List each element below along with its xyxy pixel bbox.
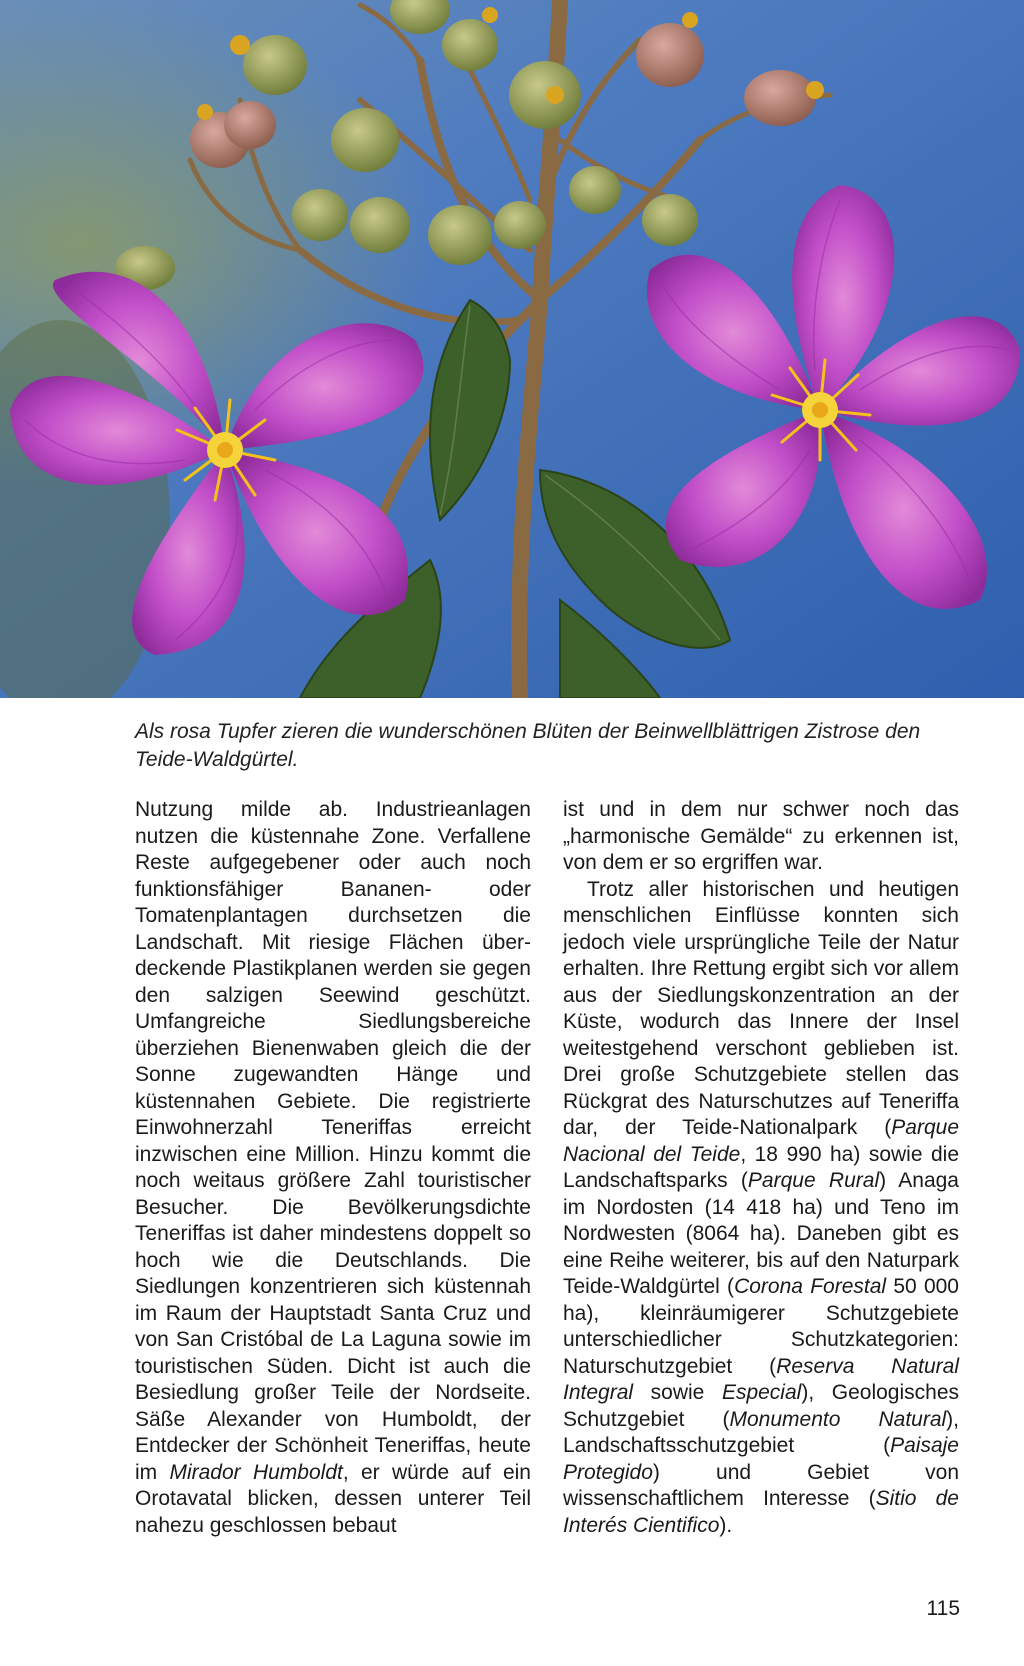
- text-run: , er würde auf ein Orotavatal blicken, dessen unterer Teil nahezu geschlossen bebaut: [135, 1460, 531, 1537]
- text-run: 50 000 ha), kleinräumigerer Schutzgebiete unterschiedlicher Schutzkategorien: Naturschutzgebiet (: [563, 1275, 959, 1378]
- text-column-right: [563, 797, 959, 1539]
- page-number: 115: [926, 1597, 960, 1620]
- text-column-left: [135, 797, 531, 1539]
- paragraph: ist und in dem nur schwer noch das „harmonische Gemälde“ zu erkennen ist, von dem er so ergriffen war.: [563, 798, 959, 874]
- cistus-flower-illustration: [0, 0, 1024, 698]
- text-run: ), Landschaftsschutzgebiet (: [563, 1407, 959, 1457]
- emphasis-corona-forestal: Corona Forestal: [734, 1275, 887, 1298]
- emphasis-parque-nacional: Parque Nacional del Teide: [563, 1116, 959, 1166]
- paragraph: [135, 797, 531, 1539]
- emphasis-sitio: Sitio de Interés Cientifico: [563, 1487, 959, 1537]
- text-run: Trotz aller historischen und heutigen menschlichen Einflüsse konnten sich jedoch viele ursprüngliche Teile der Natur erhalten. Ihre Rettung ergibt sich vor allem aus der Siedlungskonzentration an der Küste, wodurch das Innere der Insel weitestgehend verschont geblieben ist. Drei große Schutzgebiete stellen das Rückgrat des Naturschutzes auf Teneriffa dar, der Teide-Nationalpark (: [563, 877, 959, 1139]
- text-run: ) und Gebiet von wissenschaftlichem Interesse (: [563, 1460, 959, 1510]
- text-run: sowie: [633, 1381, 722, 1404]
- flower-photo: [0, 0, 1024, 698]
- text-run: ), Geologisches Schutzgebiet (: [563, 1381, 959, 1431]
- emphasis-especial: Especial: [721, 1381, 802, 1404]
- emphasis-paisaje: Paisaje Protegido: [563, 1434, 959, 1484]
- photo-caption: Als rosa Tupfer zieren die wunderschönen Blüten der Beinwellblättrigen Zistrose den Teide-Waldgürtel.: [135, 720, 921, 771]
- text-run: , 18 990 ha) sowie die Landschaftsparks (: [563, 1142, 960, 1192]
- paragraph: [563, 877, 959, 1540]
- emphasis-mirador: Mirador Humboldt: [169, 1460, 343, 1484]
- text-run: ).: [719, 1513, 733, 1537]
- emphasis-parque-rural: Parque Rural: [747, 1169, 880, 1192]
- text-run: ) Anaga im Nordosten (14 418 ha) und Teno im Nordwesten (8064 ha). Daneben gibt es eine Reihe weiterer, bis auf den Naturpark Teide-Waldgürtel (: [563, 1169, 959, 1298]
- text-run: Nutzung milde ab. Industrieanlagen nutzen die küstennahe Zone. Verfallene Reste aufgegebener oder auch noch funktionsfähiger Bananen- oder Tomatenplantagen durchsetzen die Landschaft. Mit riesige Flächen überdeckende Plastikplanen werden sie gegen den salzigen Seewind geschützt. Umfangreiche Siedlungsbereiche überziehen Bienenwaben gleich die der Sonne zugewandten Hänge und küstennahen Gebiete. Die registrierte Einwohnerzahl Teneriffas erreicht inzwischen eine Million. Hinzu kommt die noch weitaus größere Zahl touristischer Besucher. Die Bevölkerungsdichte Teneriffas ist daher mindestens doppelt so hoch wie die Deutschlands. Die Siedlungen konzentrieren sich küstennah im Raum der Hauptstadt Santa Cruz und von San Cristóbal de La Laguna sowie im touristischen Süden. Dicht ist auch die Besiedlung großer Teile der Nordseite. Säße Alexander von Humboldt, der Entdecker der Schönheit Teneriffas, heute im: [135, 798, 531, 1484]
- emphasis-reserva: Reserva Natural Integral: [563, 1354, 960, 1404]
- emphasis-monumento: Monumento Natural: [729, 1407, 947, 1431]
